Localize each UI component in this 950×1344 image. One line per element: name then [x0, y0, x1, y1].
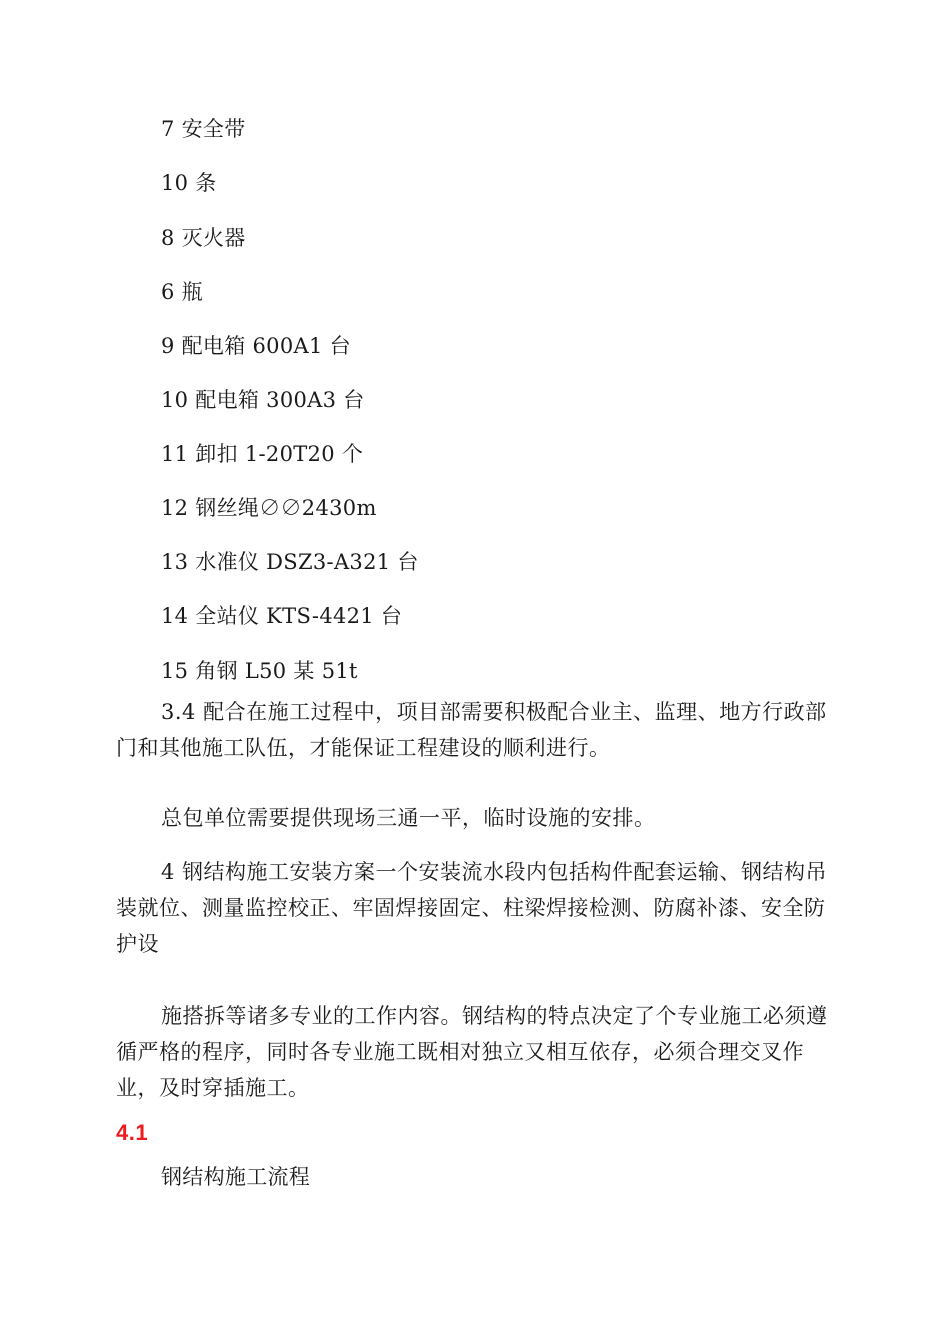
- list-item: 10 配电箱 300A3 台: [161, 388, 365, 412]
- paragraph-3-4: 3.4 配合在施工过程中，项目部需要积极配合业主、监理、地方行政部门和其他施工队伍，才能保证工程建设的顺利进行。: [116, 700, 827, 760]
- section-number-4-1: 4.1: [116, 1120, 149, 1145]
- list-item: 10 条: [161, 171, 217, 195]
- list-item: 8 灭火器: [161, 226, 246, 250]
- list-item: 7 安全带: [161, 117, 246, 141]
- paragraph-general-contractor: 总包单位需要提供现场三通一平，临时设施的安排。: [161, 806, 656, 830]
- list-item: 12 钢丝绳∅∅2430m: [161, 496, 377, 520]
- list-item: 11 卸扣 1-20T20 个: [161, 442, 364, 466]
- list-item: 14 全站仪 KTS-4421 台: [161, 604, 403, 628]
- list-item: 13 水准仪 DSZ3-A321 台: [161, 550, 419, 574]
- list-item: 6 瓶: [161, 280, 203, 304]
- paragraph-4: 4 钢结构施工安装方案一个安装流水段内包括构件配套运输、钢结构吊装就位、测量监控校正、牢固焊接固定、柱梁焊接检测、防腐补漆、安全防护设: [116, 860, 828, 956]
- section-title-4-1: 钢结构施工流程: [161, 1165, 311, 1189]
- paragraph-4-continued: 施搭拆等诸多专业的工作内容。钢结构的特点决定了个专业施工必须遵循严格的程序，同时各专业施工既相对独立又相互依存，必须合理交叉作业，及时穿插施工。: [116, 1004, 828, 1100]
- list-item: 9 配电箱 600A1 台: [161, 334, 351, 358]
- list-item: 15 角钢 L50 某 51t: [161, 659, 358, 683]
